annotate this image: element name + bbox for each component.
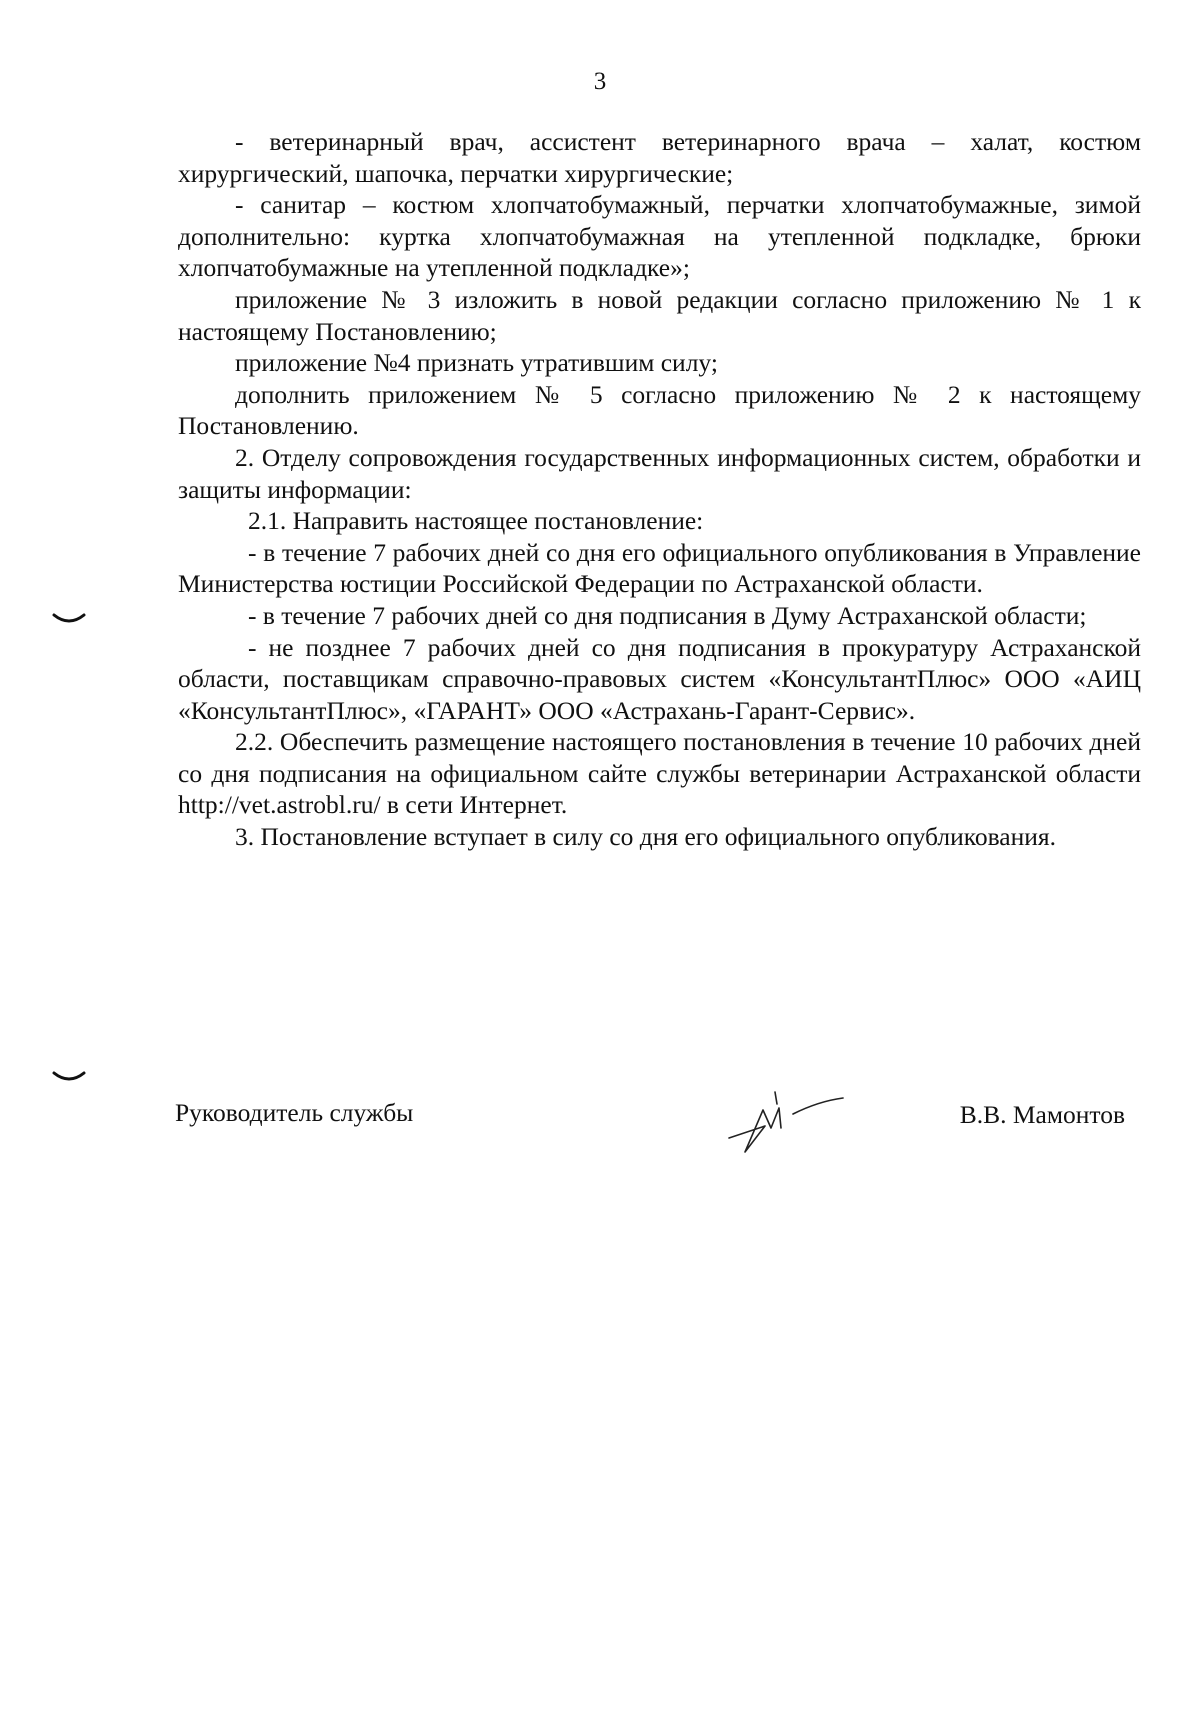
paragraph-item-3: 3. Постановление вступает в силу со дня его официального опубликования.	[235, 822, 1056, 852]
signature-block	[175, 1068, 1135, 1148]
paragraph-send-duma: - в течение 7 рабочих дней со дня подписания в Думу Астраханской области;	[248, 600, 1087, 630]
paragraph-send-prosecutor: - не позднее 7 рабочих дней со дня подписания в прокуратуру Астраханской области, поставщикам справочно-правовых систем «КонсультантПлюс» ООО «АИЦ «КонсультантПлюс», «ГАРАНТ» ООО «Астрахань-Гарант-Сервис».	[178, 632, 1141, 725]
paragraph-appendix-4: приложение №4 признать утратившим силу;	[235, 348, 718, 378]
paragraph-appendix-5: дополнить приложением № 5 согласно приложению № 2 к настоящему Постановлению.	[178, 379, 1141, 441]
paragraph-item-2-1: 2.1. Направить настоящее постановление:	[248, 506, 704, 536]
document-body	[178, 126, 1141, 853]
signatory-position: Руководитель службы	[175, 1098, 414, 1127]
paragraph-vet-doctor-clothing: - ветеринарный врач, ассистент ветеринарного врача – халат, костюм хирургический, шапочка, перчатки хирургические;	[178, 127, 1141, 188]
binding-mark-top	[52, 612, 86, 626]
paragraph-item-2: 2. Отделу сопровождения государственных информационных систем, обработки и защиты информации:	[178, 442, 1141, 504]
handwritten-signature	[723, 1068, 873, 1158]
page-number: 3	[593, 68, 607, 95]
paragraph-send-ministry: - в течение 7 рабочих дней со дня его официального опубликования в Управление Министерства юстиции Российской Федерации по Астраханской области.	[178, 537, 1141, 599]
paragraph-item-2-2: 2.2. Обеспечить размещение настоящего постановления в течение 10 рабочих дней со дня подписания на официальном сайте службы ветеринарии Астраханской области http://vet.astrobl.ru/ в сети Интернет.	[178, 727, 1141, 820]
paragraph-appendix-3: приложение № 3 изложить в новой редакции согласно приложению № 1 к настоящему Постановлению;	[178, 284, 1141, 346]
signatory-name: В.В. Мамонтов	[959, 1100, 1125, 1129]
paragraph-orderly-clothing: - санитар – костюм хлопчатобумажный, перчатки хлопчатобумажные, зимой дополнительно: куртка хлопчатобумажная на утепленной подкладке, брюки хлопчатобумажные на утепленной подкладке»;	[178, 190, 1141, 283]
binding-mark-bottom	[52, 1070, 86, 1084]
